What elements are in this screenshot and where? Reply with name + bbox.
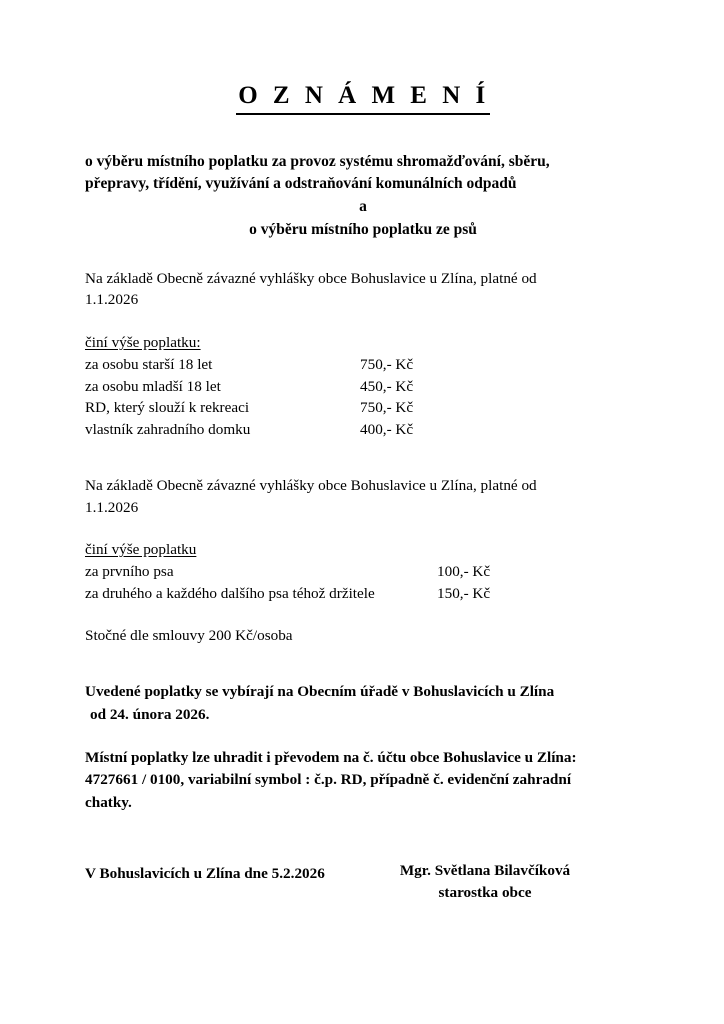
waste-fee-section (85, 268, 641, 441)
fee-amount: 750,- Kč (360, 355, 414, 373)
fee-label: za osobu starší 18 let (85, 355, 213, 373)
dog-fee-rows (85, 561, 490, 604)
waste-basis-line-1: Na základě Obecně závazné vyhlášky obce Bohuslavice u Zlína, platné od (85, 269, 537, 287)
dog-fee-section (85, 475, 641, 605)
fee-amount: 100,- Kč (437, 562, 491, 580)
table-row (85, 397, 413, 419)
table-row (85, 419, 413, 441)
dog-fee-table (85, 561, 490, 604)
waste-fee-table (85, 354, 413, 441)
collection-notice (85, 681, 641, 726)
signatory-name: Mgr. Světlana Bilavčíková (399, 862, 571, 879)
signatory-role: starostka obce (438, 884, 532, 902)
page-title (85, 0, 641, 115)
table-row (85, 354, 413, 376)
table-row (85, 561, 490, 583)
dog-basis-line-2: 1.1.2026 (85, 498, 139, 516)
dog-fee-heading-text: činí výše poplatku (85, 541, 197, 559)
payment-notice-line-3: chatky. (85, 793, 132, 811)
sewage-note: Stočné dle smlouvy 200 Kč/osoba (85, 627, 293, 645)
fee-amount: 750,- Kč (360, 399, 414, 417)
dog-fee-heading (85, 539, 641, 561)
collection-notice-line-2: od 24. února 2026. (90, 705, 210, 723)
fee-label: za prvního psa (85, 562, 174, 580)
waste-fee-heading-text: činí výše poplatku: (85, 334, 201, 352)
document-subtitle (85, 151, 641, 242)
fee-amount: 450,- Kč (360, 377, 414, 395)
dog-basis-line-1: Na základě Obecně závazné vyhlášky obce Bohuslavice u Zlína, platné od (85, 476, 537, 494)
fee-label: RD, který slouží k rekreaci (85, 399, 250, 417)
payment-notice-line-2: 4727661 / 0100, variabilní symbol : č.p. RD, případně č. evidenční zahradní (85, 771, 572, 789)
fee-label: vlastník zahradního domku (85, 421, 251, 439)
collection-notice-line-1: Uvedené poplatky se vybírají na Obecním úřadě v Bohuslavicích u Zlína (85, 683, 555, 701)
fee-label: za osobu mladší 18 let (85, 377, 221, 395)
subtitle-line-1: o výběru místního poplatku za provoz systému shromažďování, sběru, (85, 152, 550, 170)
page-title-text: O Z N Á M E N Í (236, 82, 490, 115)
subtitle-line-2: přepravy, třídění, využívání a odstraňování komunálních odpadů (85, 175, 517, 193)
signature-block (330, 860, 640, 904)
payment-notice (85, 747, 641, 814)
table-row (85, 376, 413, 398)
payment-notice-line-1: Místní poplatky lze uhradit i převodem na č. účtu obce Bohuslavice u Zlína: (85, 748, 577, 766)
place-and-date: V Bohuslavicích u Zlína dne 5.2.2026 (85, 864, 325, 882)
subtitle-line-3: o výběru místního poplatku ze psů (249, 220, 477, 238)
waste-basis-line-2: 1.1.2026 (85, 291, 139, 309)
fee-amount: 150,- Kč (437, 584, 491, 602)
fee-label: za druhého a každého dalšího psa téhož držitele (85, 584, 375, 602)
fee-amount: 400,- Kč (360, 421, 414, 439)
table-row (85, 583, 490, 605)
waste-fee-rows (85, 354, 413, 441)
document-content (85, 0, 641, 885)
subtitle-conjunction: a (359, 198, 367, 216)
waste-fee-heading (85, 332, 641, 354)
